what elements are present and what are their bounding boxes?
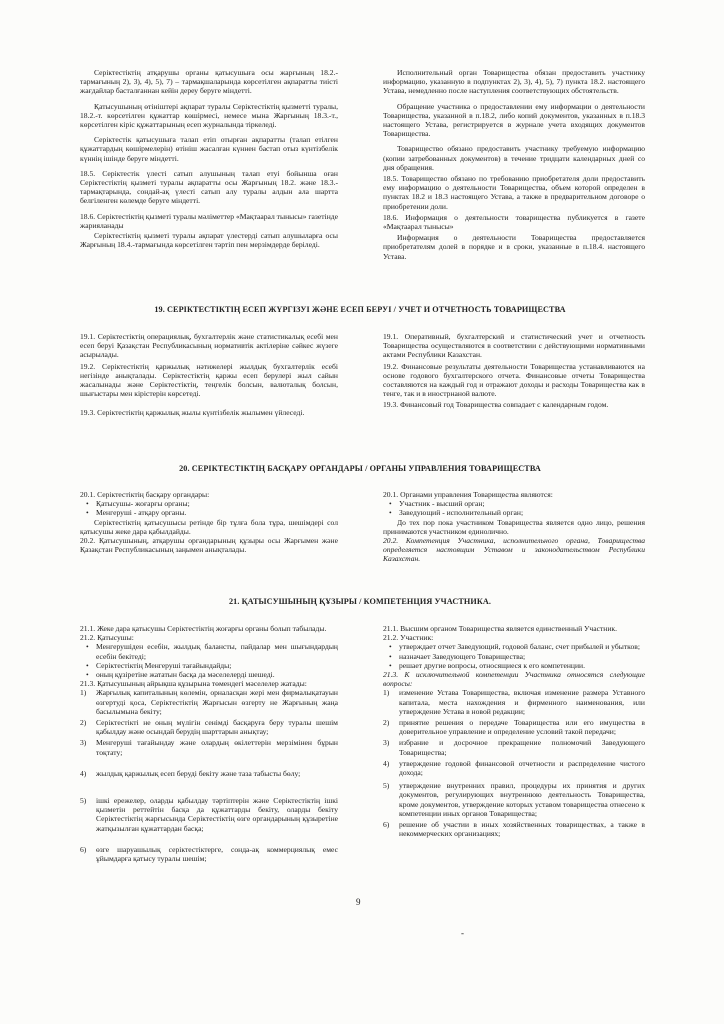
item-number: 5): [80, 796, 87, 806]
item-text: Менгеруші тағайындау және олардың өкілеттерін мерзімінен бұрын тоқтату;: [96, 738, 338, 757]
paragraph: 21.2. Участник:: [383, 633, 434, 643]
paragraph: Товарищество обязано предоставить участнику требуемую информацию (копии затребованных документов) в течение тридцати календарных дней со дня обращения.: [383, 144, 645, 172]
section-18-left-column: [80, 68, 338, 255]
paragraph: 18.5. Серіктестік үлесті сатып алушының талап етуі бойынша оған Серіктестіктің қызметі туралы ақпаратты осы Жарғының 18.2. және 18.3.-тармақтарында, сондай-ақ үлесті сатып алу туралы алдын ала шартта белгіленген көлемде беруге міндетті.: [80, 168, 338, 206]
item-text: жылдық қаржылық есеп беруді бекіту және таза табысты бөлу;: [96, 768, 301, 778]
list-item: • Қатысушы- жоғарғы органы;: [90, 499, 338, 508]
paragraph: 20.1. Органами управления Товарищества являются:: [383, 490, 553, 499]
paragraph: 21.1. Жеке дара қатысушы Серіктестіктің жоғарғы органы болып табылады.: [80, 624, 327, 633]
section-18-right-column: [383, 68, 645, 267]
numbered-item: [80, 738, 338, 756]
item-number: 5): [383, 781, 390, 791]
section-20-left-column: [80, 490, 338, 560]
paragraph: 18.6. Серіктестіктің қызметі туралы мәліметтер «Мақтаарал тынысы» газетінде жарияланады: [80, 211, 338, 230]
item-number: 6): [383, 820, 390, 830]
item-number: 3): [80, 738, 87, 748]
numbered-item: [80, 845, 338, 863]
numbered-item: [383, 781, 645, 818]
paragraph: Қатысушының өтініштері ақпарат туралы Серіктестіктің қызметті туралы, 18.2.-т. көрсетілген құжаттар көшірмесі, немесе мына Жарғының 18.3.-т., көрсетілген кіріс құжаттарының есеп журналында тіркеледі.: [80, 101, 338, 130]
item-text: өзге шаруашылық серіктестіктерге, сонда-ақ коммерциялық емес ұйымдарға қатысу туралы шешім;: [96, 844, 338, 864]
item-text: ішкі ережелер, оларды қабылдау тәртіптерін және Серіктестіктің ішкі қызметін реттейтін басқа да құжаттарды бекіту, оларды бекіту Серіктестіктің жарғысында Серіктестіктің өзге органдарының құзыретіне жатқызылған құжаттардан басқа;: [96, 796, 338, 833]
item-text: Жарғылық капиталының көлемін, орналасқан жері мен фирмалықатауын өзгертуді қоса, Серіктестіктің Жарғысын өзгерту не Жарғының жаңа басылымына бекіту;: [96, 688, 338, 716]
bullet-list: [383, 642, 645, 670]
paragraph: Серіктестіктің қызметі туралы ақпарат үлестерді сатып алушыларға осы Жарғының 18.4.-тармағында көрсетілген тәртіп пен мерзімдерде беріледі.: [80, 231, 338, 250]
list-item: • Менгерушіден есебін, жылдық балансты, пайдалар мен шығындардың есебін бекітеді;: [90, 642, 338, 660]
item-text: утверждение годовой финансовой отчетности и распределение чистого дохода;: [399, 758, 645, 778]
item-number: 2): [80, 718, 87, 728]
numbered-item: [80, 688, 338, 716]
section-19-title: 19. СЕРІКТЕСТІКТІҢ ЕСЕП ЖҮРГІЗУІ ЖӘНЕ ЕСЕП БЕРУІ / УЧЕТ И ОТЧЕТНОСТЬ ТОВАРИЩЕСТВА: [154, 305, 566, 314]
paragraph: Серіктестіктің атқарушы органы қатысушыға осы жарғының 18.2.- тармағының 2), 3), 4), 5), 7) – тармақшаларында көрсетілген ақпаратты тиісті жағдайлар басталғаннан кейін дереу беруге міндетті.: [80, 68, 338, 96]
list-item: • Серіктестіктің Менгеруші тағайындайды;: [90, 661, 338, 670]
paragraph: 21.2. Қатысушы:: [80, 633, 134, 643]
section-21-left-column: [80, 624, 338, 863]
paragraph: 19.3. Финансовый год Товарищества совпадает с календарным годом.: [383, 400, 609, 410]
item-number: 3): [383, 738, 390, 748]
item-text: избрание и досрочное прекращение полномочий Заведующего Товарищества;: [399, 738, 645, 757]
paragraph: 20.1. Серіктестіктің басқару органдары:: [80, 490, 210, 499]
numbered-item: [383, 718, 645, 736]
item-number: 4): [80, 768, 87, 778]
paragraph: Серіктестік қатысушыға талап етіп отырған ақпаратты (талап етілген құжаттардың көшірмелерін) өтініш жасалған күннен бастап отыз күнтізбелік күннің ішінде беруге міндетті.: [80, 135, 338, 163]
numbered-item: [80, 718, 338, 736]
section-19-right-column: [383, 332, 645, 416]
bullet-list: [383, 499, 645, 517]
item-number: 1): [80, 688, 87, 698]
numbered-item: [383, 688, 645, 716]
bullet-list: [80, 642, 338, 679]
paragraph: До тех пор пока участником Товарищества является одно лицо, решения принимаются участником единолично.: [383, 517, 645, 536]
list-item: • назначает Заведующего Товарищества;: [393, 652, 645, 661]
paragraph: 18.5. Товарищество обязано по требованию приобретателя доли предоставить ему информацию о деятельности Товарищества, объем которой определен в пунктах 18.2 и 18.3 настоящего Устава, а также в предварительном договоре о приобретении доли.: [383, 174, 645, 211]
paragraph: Серіктестіктің қатысушысы ретінде бір тұлға бола тұра, шешімдері сол қатысушы жеке дара қабылдайды.: [80, 517, 338, 536]
section-20-right-column: [383, 490, 645, 570]
numbered-item: [80, 769, 338, 778]
item-text: принятие решения о передаче Товарищества или его имущества в доверительное управление и определение условий такой передачи;: [399, 718, 645, 737]
paragraph: 19.1. Серіктестіктің операциялық, бухгалтерлік және статистикалық есебі мен есеп беруі Қазақстан Республикасының нормативтік актілеріне сәйкес жүзеге асырылады.: [80, 332, 338, 360]
item-text: решение об участии в иных хозяйственных товариществах, а также в некоммерческих организациях;: [399, 820, 645, 839]
paragraph: 20.2. Компетенция Участника, исполнительного органа, Товарищества определяется настоящим Уставом и законодательством Республики Казахстан.: [383, 536, 645, 564]
paragraph: Информация о деятельности Товарищества предоставляется приобретателям долей в порядке и в сроки, указанные в п.18.4. настоящего Устава.: [383, 233, 645, 261]
list-item: • Заведующий - исполнительный орган;: [393, 508, 645, 517]
numbered-item: [383, 759, 645, 777]
item-text: Серіктестікті не оның мүлігін сенімді басқаруға беру туралы шешім қабылдау және осындай берудің шарттарын анықтау;: [96, 718, 338, 737]
section-20-title: 20. СЕРІКТЕСТІКТІҢ БАСҚАРУ ОРГАНДАРЫ / ОРГАНЫ УПРАВЛЕНИЯ ТОВАРИЩЕСТВА: [179, 464, 541, 473]
item-number: 1): [383, 688, 390, 698]
paragraph: Обращение участника о предоставлении ему информации о деятельности Товарищества, указанной в п.18.2, либо копий документов, указанных в п.18.3 настоящего Устава, регистрируется в журнале учета входящих документов Товарищества.: [383, 101, 645, 139]
paragraph: 19.2. Финансовые результаты деятельности Товарищества устанавливаются на основе годового бухгалтерского отчета. Финансовые отчеты Товарищества составляются на каждый год и отражают доходы и расходы Товарищества как в тенге, так и в инострнаной валюте.: [383, 361, 645, 399]
paragraph: 21.1. Высшим органом Товарищества является единственный Участник.: [383, 624, 617, 633]
item-number: 6): [80, 844, 87, 854]
paragraph: 21.3. К исключительной компетенции Участника относятся следующие вопросы:: [383, 670, 645, 689]
list-item: • Участник - высший орган;: [393, 499, 645, 508]
numbered-item: [80, 796, 338, 833]
paragraph: 19.1. Оперативный, бухгалтерский и статистический учет и отчетность Товарищества осуществляются в соответствии с действующими нормативными актами Республики Казахстан.: [383, 332, 645, 360]
item-number: 2): [383, 718, 390, 728]
list-item: • решает другие вопросы, относящиеся к его компетенции.: [393, 661, 645, 670]
paragraph: 19.2. Серіктестіктің қаржылық нәтижелері жылдық бухгалтерлік есебі негізінде анықталады. Серіктестіктің қаржы есеп берулері жыл сайын жасалынады және Серіктестіктің, теңгелік болсын, валюталық болсын, шығыстары мен кірістерін көрсетеді.: [80, 361, 338, 399]
list-item: • оның құзіретіне жататын басқа да мәселелерді шешеді.: [90, 670, 338, 679]
bullet-list: [80, 499, 338, 517]
paragraph: 18.6. Информация о деятельности товарищества публикуется в газете «Мақтаарал тынысы»: [383, 212, 645, 232]
page-number: 9: [356, 897, 361, 907]
paragraph: 20.2. Қатысушының, атқарушы органдарының құзыры осы Жарғымен және Қазақстан Республикасының заңымен анықталады.: [80, 536, 338, 555]
section-19-left-column: [80, 332, 338, 424]
item-number: 4): [383, 758, 390, 768]
section-21-right-column: [383, 624, 645, 838]
paragraph: 19.3. Серіктестіктің қаржылық жылы күнтізбелік жылымен үйлеседі.: [80, 408, 305, 418]
list-item: • Менгеруші - атқару органы.: [90, 508, 338, 517]
section-21-title: 21. ҚАТЫСУШЫНЫҢ ҚҰЗЫРЫ / КОМПЕТЕНЦИЯ УЧАСТНИКА.: [228, 597, 492, 606]
item-text: утверждение внутренних правил, процедуры их принятия и других документов, регулирующих внутреннюю деятельность Товарищества, кроме документов, утверждение которых уставом товарищества отнесено к компетенции иных органов Товарищества;: [399, 781, 645, 818]
paragraph: 21.3. Қатысушының айрықша құзырына төмендегі мәселелер жатады:: [80, 679, 307, 689]
numbered-item: [383, 820, 645, 838]
paragraph: Исполнительный орган Товарищества обязан предоставить участнику информацию, указанную в подпунктах 2), 3), 4), 5), 7) пункта 18.2. настоящего Устава, немедленно после наступления соответствующих обстоятельств.: [383, 68, 645, 96]
numbered-item: [383, 738, 645, 756]
footer-mark: -: [461, 928, 464, 938]
list-item: • утверждает отчет Заведующий, годовой баланс, счет прибылей и убытков;: [393, 642, 645, 651]
item-text: изменение Устава Товарищества, включая изменение размера Уставного капитала, места нахождения и фирменного наименования, или утверждение Устава в новой редакции;: [399, 688, 645, 716]
